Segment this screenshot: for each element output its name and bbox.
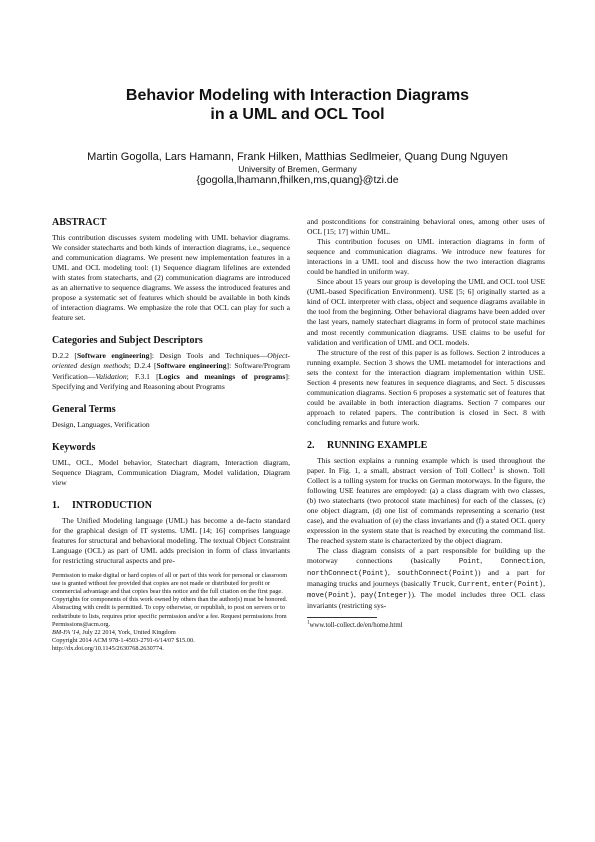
introduction-heading: 1. INTRODUCTION [52, 499, 153, 511]
right-column [307, 217, 545, 630]
categories-heading: Categories and Subject Descriptors [52, 335, 203, 347]
introduction-paragraph: The Unified Modeling language (UML) has become a de-facto standard for the graphical design of IT systems. UML [14; 16] comprises language features for structural and behavioral modeling. The textual Object Constraint Language (OCL) as part of UML adds precision in form of class invariants for restricting structural aspects and pre- [52, 515, 290, 565]
running-example-paragraph-2: The class diagram consists of a part responsible for building up the motorway connections (basically Point, Connection, northConnect(Point), southConnect(Point)) and a part for managing trucks and journeys (basically Truck, Current, enter(Point), move(Point), pay(Integer)). The model includes three OCL class invariants (restricting sys- [307, 546, 546, 610]
introduction-paragraph-3: Since about 15 years our group is developing the UML and OCL tool USE (UML-based Specification Environment). USE [5; 6] originally started as a kind of OCL interpreter with class, object and sequence diagrams available in the tool from the beginning. Other behavioral diagrams have been added over the last years, namely statechart diagrams in form of protocol state machines and most recently communication diagrams. USE claims to be useful for validation and verification of UML and OCL models. [307, 277, 545, 347]
abstract-text: This contribution discusses system modeling with UML behavior diagrams. We consider statecharts and both kinds of interaction diagrams, i.e., sequence and communication diagrams. We present new implementation features in a UML and OCL modeling tool: (1) Sequence diagram lifelines are extended with states from statecharts, and (2) communication diagrams are introduced as an alternative to sequence diagrams. We assess the introduced features and propose a systematic set of features which should be available in both kinds of interaction diagrams. We emphasize the role that OCL can play for such a feature set. [52, 233, 290, 323]
permission-notice [52, 572, 290, 653]
footnote-url[interactable]: www.toll-collect.de/en/home.html [309, 621, 403, 629]
permission-text: Permission to make digital or hard copies of all or part of this work for personal or classroom use is granted without fee provided that copies are not made or distributed for profit or commercial advantage and that copies bear this notice and the full citation on the first page. Copyrights for components of this work owned by others than the author(s) must be honored. Abstracting with credit is permitted. To copy otherwise, or republish, to post on servers or to redistribute to lists, requires prior specific permission and/or a fee. Request permissions from Permissions@acm.org. [52, 572, 288, 628]
introduction-paragraph-4: The structure of the rest of this paper is as follows. Section 2 introduces a running example. Section 3 shows the UML metamodel for interactions and sets the context for the interaction diagram implementation within USE. Section 4 presents new features in sequence diagrams, and Sect. 5 discusses communication diagrams. Section 6 proposes a systematic set of features that could be available in both interaction diagrams. Section 7 compares our approach to related papers. The contribution is closed in Sect. 8 with concluding remarks and future work. [307, 347, 545, 427]
affiliation: University of Bremen, Germany [238, 164, 357, 174]
abstract-heading: ABSTRACT [52, 217, 107, 228]
introduction-paragraph-2: This contribution focuses on UML interaction diagrams in form of sequence and communication diagrams. We introduce new features for interactions in a UML tool and discuss how the two interaction diagrams could be handled in uniform way. [307, 237, 545, 277]
footnote-rule [307, 617, 377, 618]
running-example-heading: 2. RUNNING EXAMPLE [307, 439, 428, 451]
general-terms-heading: General Terms [52, 403, 116, 415]
footnote-marker: 1 [492, 465, 496, 472]
author-emails: {gogolla,lhamann,fhilken,ms,quang}@tzi.de [196, 174, 399, 186]
paper-title-line-1: Behavior Modeling with Interaction Diagrams [125, 87, 470, 104]
general-terms-text: Design, Languages, Verification [52, 419, 150, 429]
categories-text: D.2.2 [Software engineering]: Design Tools and Techniques—Object-oriented design methods; D.2.4 [Software engineering]: Software/Program Verification—Validation; F.3.1 [Logics and meanings of programs]: Specifying and Verifying and Reasoning about Programs [52, 351, 290, 391]
left-column [52, 217, 290, 653]
copyright-line: Copyright 2014 ACM 978-1-4503-2791-6/14/07 $15.00. [52, 636, 195, 644]
keywords-heading: Keywords [52, 441, 96, 453]
keywords-text: UML, OCL, Model behavior, Statechart diagram, Interaction diagram, Sequence Diagram, Communication Diagram, Model validation, Diagram view [52, 457, 290, 487]
paper-title-line-2: in a UML and OCL Tool [210, 106, 385, 123]
venue-line: BM-FA '14, July 22 2014, York, United Kingdom [52, 628, 176, 636]
paper-title [0, 86, 595, 124]
doi-line: http://dx.doi.org/10.1145/2630768.2630774. [52, 644, 164, 652]
introduction-continued: and postconditions for constraining behavioral ones, among other uses of OCL [15; 17] within UML. [307, 217, 545, 237]
footnote: $^1$www.toll-collect.de/en/home.html [307, 620, 403, 629]
running-example-paragraph-1: This section explains a running example which is used throughout the paper. In Fig. 1, a small, abstract version of Toll Collect$^1$ is shown. Toll Collect is a tolling system for trucks on German motorways. In the figure, the following USE features are employed: (a) a class diagram with two classes, (b) two statecharts (two protocol state machines) for each of the classes, (c) one object diagram, (d) one list of commands representing a scenario (test case), and the evaluation of (e) the class invariants and (f) a stated OCL query expression in the system state that is reached by executing the command list. The reached system state is characterized by the object diagram. [307, 455, 545, 546]
author-list: Martin Gogolla, Lars Hamann, Frank Hilken, Matthias Sedlmeier, Quang Dung Nguyen [87, 151, 508, 163]
